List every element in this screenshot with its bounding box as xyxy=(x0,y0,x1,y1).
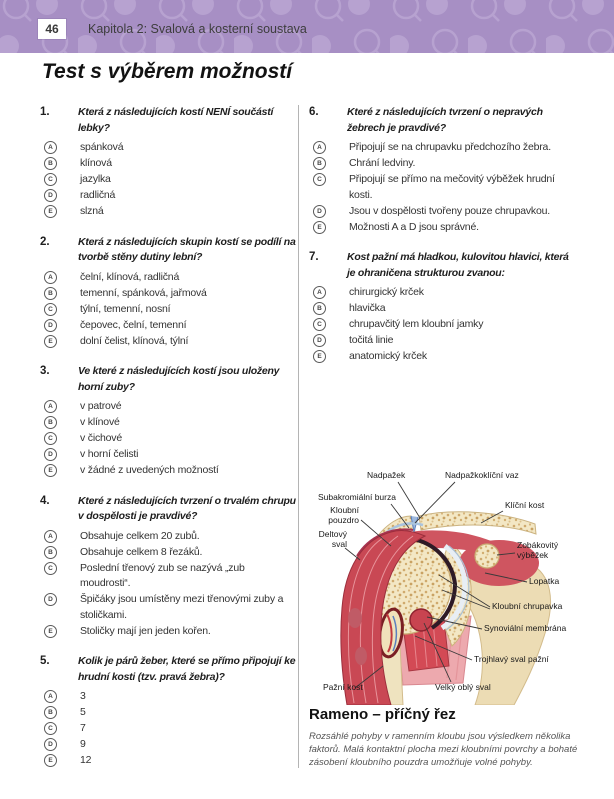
option-text: v čichové xyxy=(80,432,122,444)
option-text: Obsahuje celkem 8 řezáků. xyxy=(80,545,203,558)
label-lopatka: Lopatka xyxy=(529,576,560,586)
column-divider xyxy=(298,105,299,768)
label-kloubni-chrupavka: Kloubní chrupavka xyxy=(492,601,563,611)
option-text: 9 xyxy=(80,738,86,750)
page-header xyxy=(0,0,614,53)
option-letter: C xyxy=(44,432,57,445)
option-row xyxy=(40,204,296,220)
option-letter: E xyxy=(44,625,57,638)
option-letter: C xyxy=(44,303,57,316)
option-letter: B xyxy=(44,546,57,559)
option-text: 12 xyxy=(80,754,92,766)
option-text: 7 xyxy=(80,722,86,734)
left-column xyxy=(40,105,296,784)
option-row xyxy=(40,545,296,561)
question-number: 2. xyxy=(40,235,50,248)
option-letter: E xyxy=(313,350,326,363)
option-row xyxy=(40,302,296,318)
option-letter: A xyxy=(313,286,326,299)
option-letter: D xyxy=(44,593,57,606)
option-letter: A xyxy=(44,141,57,154)
option-text: radličná xyxy=(80,189,116,201)
label-pazni-kost: Pažní kost xyxy=(323,682,363,692)
figure-caption: Rozsáhlé pohyby v ramenním kloubu jsou výsledkem několika faktorů. Malá kontaktní plocha mezi kloubními povrchy a bohaté zásobení kloubního pouzdra umožňuje volné pohyby. xyxy=(309,731,578,768)
option-row xyxy=(40,447,296,463)
option-letter: A xyxy=(44,530,57,543)
option-text: 5 xyxy=(80,706,86,718)
question-text: Kost pažní má hladkou, kulovitou hlavici, která je ohraničena strukturou zvanou: xyxy=(347,251,569,279)
option-text: Jsou v dospělosti tvořeny pouze chrupavkou. xyxy=(349,204,550,217)
option-letter: B xyxy=(44,706,57,719)
option-text: točitá linie xyxy=(349,334,394,346)
option-text: Stoličky mají jen jeden kořen. xyxy=(80,624,211,637)
option-letter: A xyxy=(44,400,57,413)
question-text: Které z následujících tvrzení o trvalém chrupu v dospělosti je pravdivé? xyxy=(78,494,296,522)
question-text: Kolik je párů žeber, které se přímo připojují ke hrudní kosti (tzv. pravá žebra)? xyxy=(78,655,296,683)
label-deltovy-sval: Deltový sval xyxy=(318,529,347,549)
option-letter: B xyxy=(44,416,57,429)
option-row xyxy=(40,753,296,769)
label-trojhlavy-sval-pazni: Trojhlavý sval pažní xyxy=(474,654,549,664)
option-row xyxy=(40,737,296,753)
option-row xyxy=(309,317,575,333)
option-row xyxy=(309,333,575,349)
option-text: chirurgický krček xyxy=(349,286,424,298)
option-text: anatomický krček xyxy=(349,350,427,362)
option-letter: B xyxy=(313,157,326,170)
question-number: 7. xyxy=(309,251,319,263)
option-letter: C xyxy=(313,318,326,331)
option-text: Chrání ledviny. xyxy=(349,157,416,169)
option-letter: D xyxy=(313,334,326,347)
question-number: 3. xyxy=(40,365,50,377)
option-text: Špičáky jsou umístěny mezi třenovými zuby a stoličkami. xyxy=(80,593,284,621)
option-letter: A xyxy=(44,271,57,284)
label-zobakovity-vybezek: Zobákovitý výběžek xyxy=(517,540,559,560)
option-text: Připojují se přímo na mečovitý výběžek hrudní kosti. xyxy=(349,173,555,201)
option-letter: D xyxy=(313,205,326,218)
option-row xyxy=(309,204,575,220)
question-text: Která z následujících kostí NENÍ součástí lebky? xyxy=(78,106,274,134)
option-text: spánková xyxy=(80,141,124,153)
option-row xyxy=(40,156,296,172)
option-letter: B xyxy=(313,302,326,315)
chapter-title: Kapitola 2: Svalová a kosterní soustava xyxy=(88,22,307,36)
option-row xyxy=(40,705,296,721)
option-row xyxy=(40,561,296,592)
option-row xyxy=(40,318,296,334)
question-text: Ve které z následujících kostí jsou uloženy horní zuby? xyxy=(78,365,280,393)
option-row xyxy=(309,220,575,236)
question-6 xyxy=(309,105,575,235)
option-row xyxy=(40,140,296,156)
option-row xyxy=(309,349,575,365)
option-text: klínová xyxy=(80,157,112,169)
label-nadpazek: Nadpažek xyxy=(367,470,406,480)
option-text: Připojují se na chrupavku předchozího žebra. xyxy=(349,141,551,153)
page-number: 46 xyxy=(38,19,66,39)
label-velky-obly-sval: Velký oblý sval xyxy=(435,682,491,692)
question-7 xyxy=(309,250,575,365)
option-text: v horní čelisti xyxy=(80,448,139,460)
option-letter: D xyxy=(44,448,57,461)
question-3 xyxy=(40,364,296,479)
shoulder-figure xyxy=(303,468,603,705)
question-2 xyxy=(40,235,296,350)
option-text: slzná xyxy=(80,205,104,217)
option-row xyxy=(40,188,296,204)
option-row xyxy=(40,415,296,431)
option-letter: B xyxy=(44,287,57,300)
label-nadpazkoklicni-vaz: Nadpažkoklíční vaz xyxy=(445,470,519,480)
option-text: v žádné z uvedených možností xyxy=(80,464,219,476)
question-text: Které z následujících tvrzení o nepravých žebrech je pravdivé? xyxy=(347,106,543,134)
option-letter: D xyxy=(44,319,57,332)
option-letter: E xyxy=(313,221,326,234)
option-row xyxy=(40,286,296,302)
option-row xyxy=(40,689,296,705)
option-text: 3 xyxy=(80,690,86,702)
option-row xyxy=(40,270,296,286)
option-row xyxy=(309,140,575,156)
option-row xyxy=(40,172,296,188)
option-letter: E xyxy=(44,205,57,218)
option-row xyxy=(40,399,296,415)
option-text: čepovec, čelní, temenní xyxy=(80,318,187,331)
label-klicni-kost: Klíční kost xyxy=(505,500,545,510)
shoulder-illustration xyxy=(303,468,603,705)
option-row xyxy=(309,156,575,172)
label-kloubni-pouzdro: Kloubní pouzdro xyxy=(328,505,359,525)
option-letter: A xyxy=(44,690,57,703)
option-text: čelní, klínová, radličná xyxy=(80,270,180,283)
option-text: jazylka xyxy=(80,173,111,185)
option-text: Možnosti A a D jsou správné. xyxy=(349,220,479,233)
option-text: hlavička xyxy=(349,302,386,314)
right-column xyxy=(309,105,575,380)
option-text: v patrové xyxy=(80,400,122,412)
option-row xyxy=(309,301,575,317)
question-4 xyxy=(40,494,296,640)
option-letter: E xyxy=(44,754,57,767)
option-text: dolní čelist, klínová, týlní xyxy=(80,334,189,347)
question-1 xyxy=(40,105,296,220)
option-row xyxy=(40,463,296,479)
option-row xyxy=(40,334,296,350)
option-row xyxy=(40,721,296,737)
figure-title: Rameno – příčný řez xyxy=(309,706,456,723)
option-letter: E xyxy=(44,335,57,348)
question-text: Která z následujících skupin kostí se podílí na tvorbě stěny dutiny lební? xyxy=(78,235,296,263)
option-row xyxy=(40,431,296,447)
option-row xyxy=(40,624,296,640)
option-letter: A xyxy=(313,141,326,154)
label-synovialni-membrana: Synoviální membrána xyxy=(484,623,567,633)
option-letter: B xyxy=(44,157,57,170)
option-letter: D xyxy=(44,189,57,202)
option-text: temenní, spánková, jařmová xyxy=(80,286,207,299)
option-letter: E xyxy=(44,464,57,477)
question-number: 5. xyxy=(40,655,50,667)
option-text: chrupavčitý lem kloubní jamky xyxy=(349,318,484,330)
question-number: 1. xyxy=(40,106,50,118)
option-row xyxy=(309,172,575,203)
option-text: Obsahuje celkem 20 zubů. xyxy=(80,529,200,542)
question-number: 4. xyxy=(40,494,50,507)
label-subakromialni-burza: Subakromiální burza xyxy=(318,492,396,502)
option-row xyxy=(40,592,296,623)
page-title: Test s výběrem možností xyxy=(42,60,293,83)
option-letter: C xyxy=(44,562,57,575)
option-letter: C xyxy=(44,722,57,735)
question-5 xyxy=(40,654,296,769)
question-number: 6. xyxy=(309,106,319,118)
option-row xyxy=(309,285,575,301)
option-text: týlní, temenní, nosní xyxy=(80,302,171,315)
option-letter: D xyxy=(44,738,57,751)
option-text: Poslední třenový zub se nazývá „zub moudrosti“. xyxy=(80,561,245,589)
option-row xyxy=(40,529,296,545)
option-letter: C xyxy=(313,173,326,186)
option-text: v klínové xyxy=(80,416,120,428)
option-letter: C xyxy=(44,173,57,186)
